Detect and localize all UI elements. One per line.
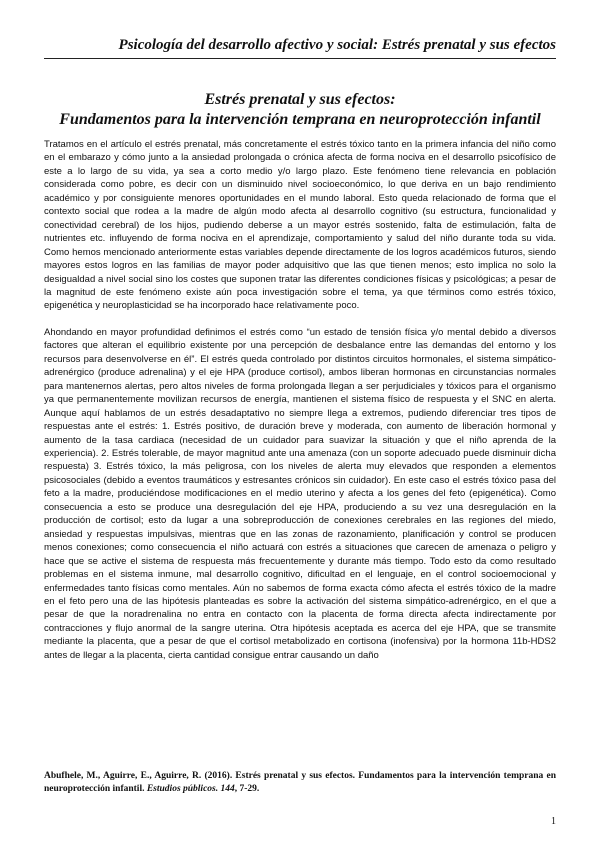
page-number: 1 bbox=[551, 816, 556, 827]
article-body bbox=[44, 138, 556, 662]
paragraph-1: Tratamos en el artículo el estrés prenatal, más concretamente el estrés tóxico tanto en la primera infancia del niño como en el embarazo y cómo junto a la ansiedad prolongada o crónica afecta de forma nociva en el desarrollo psicofísico de este a lo largo de su vida, ya sea a corto medio y/o largo plazo. Este fenómeno tiene relevancia en población considerada como pobre, es decir con un disminuido nivel socioeconómico, lo que deriva en un bajo rendimiento académico y por consiguiente menores oportunidades en el mundo laboral. Esto queda relacionado de forma que el contexto social que rodea a la madre de algún modo afecta al desarrollo cognitivo (su estructura, funcionalidad y conectividad cerebral) de los hijos, pudiendo deberse a un mayor estrés sostenido, falta de estimulación, falta de nutrientes etc. influyendo de forma nociva en el aprendizaje, comportamiento y salud del niño durante toda su vida. Como hemos mencionado anteriormente estas variables depende directamente de los logros académicos futuros, siendo mayores estos logros en las familias de mayor poder adquisitivo que las que tienen menos; esto implica no solo la desigualdad a nivel social sino los costes que suponen tratar las diferentes condiciones físicas y psicológicas; a pesar de la magnitud de este fenómeno existe aún poca investigación sobre el tema, ya que términos como estrés tóxico, epigenética y neuroplasticidad se ha incorporado hace relativamente poco. bbox=[44, 139, 556, 312]
header-rule bbox=[44, 58, 556, 59]
article-title bbox=[44, 90, 556, 130]
title-line-1: Estrés prenatal y sus efectos: bbox=[204, 91, 396, 108]
citation-text: Abufhele, M., Aguirre, E., Aguirre, R. (2016). Estrés prenatal y sus efectos. Fundamentos para la intervención temprana en neuroprotección infantil. bbox=[44, 771, 556, 794]
title-line-2: Fundamentos para la intervención temprana en neuroprotección infantil bbox=[59, 111, 541, 128]
running-header: Psicología del desarrollo afectivo y social: Estrés prenatal y sus efectos bbox=[118, 37, 556, 53]
citation-journal: Estudios públicos. 144 bbox=[146, 784, 235, 794]
citation-pages: , 7-29. bbox=[234, 784, 260, 794]
paragraph-2: Ahondando en mayor profundidad definimos el estrés como “un estado de tensión física y/o mental debido a diversos factores que alteran el equilibrio existente por una percepción de desbalance entre las demandas del entorno y los recursos para desenvolverse en él”. El estrés queda controlado por distintos circuitos hormonales, el sistema simpático-adrenérgico (produce adrenalina) y el eje HPA (produce cortisol), ambos liberan hormonas en circunstancias normales para mantenernos alertas, pero altos niveles de forma prolongada llegan a ser perjudiciales y tóxicos para el organismo ya que permanentemente movilizan recursos de energía, mantienen el sistema físico de respuesta y el SNC en alerta. Aunque aquí hablamos de un estrés desadaptativo no siempre llega a extremos, pudiendo diferenciar tres tipos de respuestas ante el estrés: 1. Estrés positivo, de duración breve y moderada, con aumento de liberación hormonal y aumento de la tasa cardiaca (necesidad de un cuidador para suavizar la situación y que el niño aprenda de la experiencia). 2. Estrés tolerable, de mayor magnitud ante una amenaza (con un soporte adecuado puede disminuir dicha respuesta) 3. Estrés tóxico, la más peligrosa, con los niveles de alerta muy elevados que responden a elementos psicosociales (debido a eventos traumáticos y estresantes crónicos sin cuidador). En este caso el estrés tóxico pasa del feto a la madre, produciéndose modificaciones en el medio uterino y afecta a los genes del feto (epigenética). Como consecuencia a esto se produce una desregulación del eje HPA, produciendo a su vez una desregulación en la producción de cortisol; esto da lugar a una sobreproducción de conexiones cerebrales en las regiones del miedo, ansiedad y respuestas impulsivas, mientras que en las zonas de razonamiento, planificación y control se producen menos conexiones; como consecuencia el niño actuará con estrés a situaciones que carecen de amenaza o peligro y hace que se active el sistema de respuesta más frecuentemente y durante más tiempo. Todo esto da como resultado problemas en el sistema inmune, mal desarrollo cognitivo, dificultad en el lenguaje, en el control socioemocional y enfermedades tanto físicas como mentales. Aún no sabemos de forma exacta cómo afecta el estrés tóxico de la madre en el feto pero una de las hipótesis planteadas es sobre la activación del sistema simpático-adrenérgico, en el que a pesar de que la noradrenalina no entra en contacto con la placenta de forma directa afecta indirectamente por contracciones y flujo anormal de la sangre uterina. Otra hipótesis aceptada es acerca del eje HPA, que se transmite mediante la placenta, que a pesar de que el cortisol metabolizado en cortisona (inofensiva) por la hormona 11b-HDS2 antes de llegar a la placenta, cierta cantidad consigue entrar causando un daño bbox=[44, 326, 556, 661]
citation bbox=[44, 770, 556, 796]
